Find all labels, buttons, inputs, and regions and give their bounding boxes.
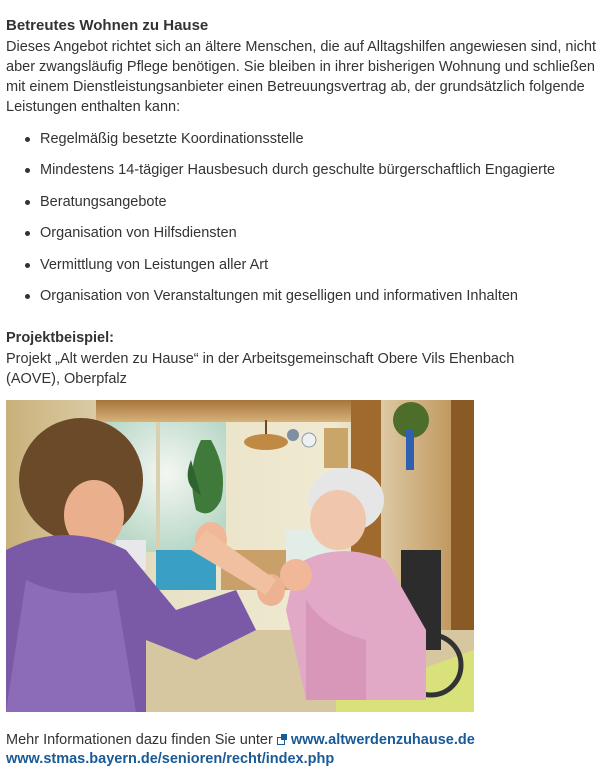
services-list [22,124,598,312]
link-stmas-bayern[interactable]: www.stmas.bayern.de/senioren/recht/index.php [6,751,335,767]
list-item [22,281,598,312]
external-link-icon [277,734,288,745]
list-item-text: Organisation von Veranstaltungen mit geselligen und informativen Inhalten [40,287,518,304]
link-altwerdenzuhause[interactable]: www.altwerdenzuhause.de [290,732,475,748]
list-item-text: Vermittlung von Leistungen aller Art [40,256,269,273]
bullet-icon [25,263,30,268]
project-photo [6,400,474,712]
more-info [6,731,598,769]
list-item [22,155,598,186]
intro-paragraph: Dieses Angebot richtet sich an ältere Menschen, die auf Alltagshilfen angewiesen sind, nicht aber zwangsläufig Pflege benötigen. Sie bleiben in ihrer bisherigen Wohnung und schließen mit einem Dienstleistungsanbieter einen Betreuungsvertrag ab, der grundsätzlich folgende Leistungen enthalten kann: [6,39,597,115]
list-item-text: Regelmäßig besetzte Koordinationsstelle [40,131,304,147]
list-item-text: Beratungsangebote [40,193,167,210]
bullet-icon [25,168,30,173]
example-heading: Projektbeispiel: [6,330,114,346]
more-info-prefix: Mehr Informationen dazu finden Sie unter [6,732,273,748]
example-text: Projekt „Alt werden zu Hause“ in der Arbeitsgemeinschaft Obere Vils Ehenbach (AOVE), Oberpfalz [6,351,515,387]
list-item [22,218,598,249]
bullet-icon [25,231,30,236]
bullet-icon [25,294,30,299]
bullet-icon [25,137,30,142]
list-item [22,124,598,155]
list-item [22,187,598,218]
list-item-text: Organisation von Hilfsdiensten [40,225,237,242]
bullet-icon [25,200,30,205]
list-item-text: Mindestens 14-tägiger Hausbesuch durch geschulte bürgerschaftlich Engagierte [40,162,556,179]
list-item [22,250,598,281]
section-title: Betreutes Wohnen zu Hause [6,17,209,34]
